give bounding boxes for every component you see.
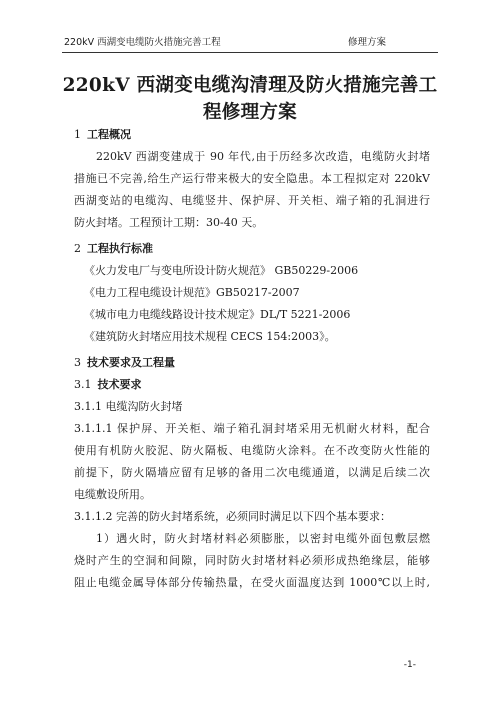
section-heading-1 (74, 124, 430, 146)
subsection-heading-3-1-1-2: 3.1.1.2 完善的防火封堵系统，必须同时满足以下四个基本要求： (74, 510, 391, 523)
document-title (62, 72, 438, 126)
section-number: 1 (74, 128, 81, 141)
paragraph-line: 前提下，防火隔墙应留有足够的备用二次电缆通道，以满足后续二次 (74, 466, 430, 479)
section-title: 工程执行标准 (87, 242, 153, 255)
list-item: 1）遇火时，防火封堵材料必须膨胀，以密封电缆外面包敷层燃 (96, 532, 430, 545)
section-number: 2 (74, 242, 81, 255)
standard-reference: 《城市电力电缆线路设计技术规定》DL/T 5221-2006 (84, 308, 351, 321)
page-header (62, 36, 438, 53)
paragraph-line: 阻止电缆金属导体部分传输热量，在受火面温度达到 1000℃以上时, (74, 576, 430, 589)
title-line-1: 220kV 西湖变电缆沟清理及防火措施完善工 (62, 75, 438, 96)
section-title: 技术要求 (97, 378, 142, 391)
section-number: 3.1 (74, 378, 92, 391)
standard-reference: 《建筑防火封堵应用技术规程 CECS 154:2003》。 (84, 330, 336, 343)
header-project-title: 220kV 西湖变电缆防火措施完善工程 (64, 37, 221, 48)
paragraph-line: 防火封堵。工程预计工期：30-40 天。 (74, 216, 264, 229)
section-heading-2 (74, 238, 430, 260)
section-title: 技术要求及工程量 (87, 356, 175, 369)
paragraph-line: 电缆敷设所用。 (74, 488, 151, 501)
subsection-heading-3-1 (74, 374, 430, 396)
standard-reference: 《火力发电厂与变电所设计防火规范》 GB50229-2006 (84, 264, 359, 277)
section-heading-3 (74, 352, 430, 374)
paragraph-line: 措施已不完善,给生产运行带来极大的安全隐患。本工程拟定对 220kV (74, 172, 430, 185)
section-title: 工程概况 (87, 128, 131, 141)
document-body (74, 124, 430, 594)
subsection-heading-3-1-1: 3.1.1 电缆沟防火封堵 (74, 400, 183, 413)
paragraph-line: 使用有机防火胶泥、防火隔板、电缆防火涂料。在不改变防火性能的 (74, 444, 430, 457)
standard-reference: 《电力工程电缆设计规范》GB50217-2007 (84, 286, 300, 299)
section-number: 3 (74, 356, 81, 369)
header-doc-type: 修理方案 (348, 37, 387, 48)
title-line-2: 程修理方案 (202, 102, 297, 123)
paragraph-line: 220kV 西湖变建成于 90 年代,由于历经多次改造，电缆防火封堵 (96, 150, 430, 163)
paragraph-line: 3.1.1.1 保护屏、开关柜、端子箱孔洞封堵采用无机耐火材料，配合 (74, 422, 430, 435)
paragraph-line: 西湖变站的电缆沟、电缆竖井、保护屏、开关柜、端子箱的孔洞进行 (74, 194, 430, 207)
page-number: -1- (403, 660, 416, 670)
paragraph-line: 烧时产生的空洞和间隙，同时防火封堵材料必须形成热绝缘层，能够 (74, 554, 430, 567)
